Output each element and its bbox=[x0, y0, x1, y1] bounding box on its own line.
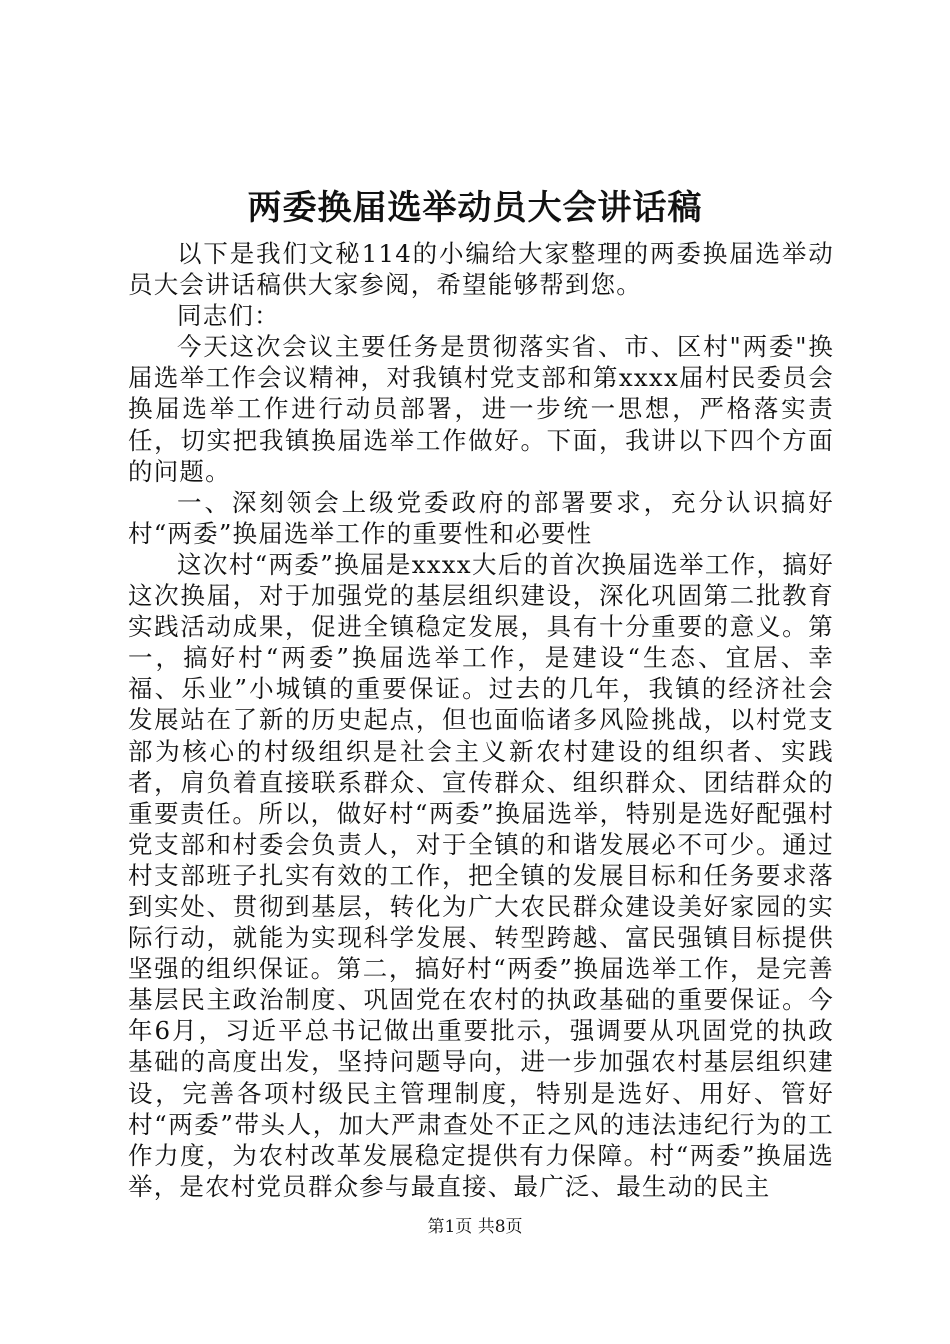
salutation: 同志们： bbox=[177, 301, 280, 331]
opening-paragraph: 今天这次会议主要任务是贯彻落实省、市、区村"两委"换届选举工作会议精神，对我镇村党支部和第xxxx届村民委员会换届选举工作进行动员部署，进一步统一思想，严格落实责任，切实把我镇换届选举工作做好。下面，我讲以下四个方面的问题。 bbox=[128, 332, 834, 486]
section-1-body: 这次村“两委”换届是xxxx大后的首次换届选举工作，搞好这次换届，对于加强党的基层组织建设，深化巩固第二批教育实践活动成果，促进全镇稳定发展，具有十分重要的意义。第一，搞好村“两委”换届选举工作，是建设“生态、宜居、幸福、乐业”小城镇的重要保证。过去的几年，我镇的经济社会发展站在了新的历史起点，但也面临诸多风险挑战，以村党支部为核心的村级组织是社会主义新农村建设的组织者、实践者，肩负着直接联系群众、宣传群众、组织群众、团结群众的重要责任。所以，做好村“两委”换届选举，特别是选好配强村党支部和村委会负责人，对于全镇的和谐发展必不可少。通过村支部班子扎实有效的工作，把全镇的发展目标和任务要求落到实处、贯彻到基层，转化为广大农民群众建设美好家园的实际行动，就能为实现科学发展、转型跨越、富民强镇目标提供坚强的组织保证。第二，搞好村“两委”换届选举工作，是完善基层民主政治制度、巩固党在农村的执政基础的重要保证。今年6月，习近平总书记做出重要批示，强调要从巩固党的执政基础的高度出发，坚持问题导向，进一步加强农村基层组织建设，完善各项村级民主管理制度，特别是选好、用好、管好村“两委”带头人，加大严肃查处不正之风的违法违纪行为的工作力度，为农村改革发展稳定提供有力保障。村“两委”换届选举，是农村党员群众参与最直接、最广泛、最生动的民主 bbox=[128, 549, 834, 1201]
document-body bbox=[128, 238, 834, 1202]
document-title: 两委换届选举动员大会讲话稿 bbox=[247, 188, 703, 228]
page-footer: 第1页 共8页 bbox=[427, 1217, 523, 1237]
intro-paragraph: 以下是我们文秘114的小编给大家整理的两委换届选举动员大会讲话稿供大家参阅，希望能够帮到您。 bbox=[128, 239, 834, 300]
section-heading-1: 一、深刻领会上级党委政府的部署要求，充分认识搞好村“两委”换届选举工作的重要性和必要性 bbox=[128, 487, 834, 548]
